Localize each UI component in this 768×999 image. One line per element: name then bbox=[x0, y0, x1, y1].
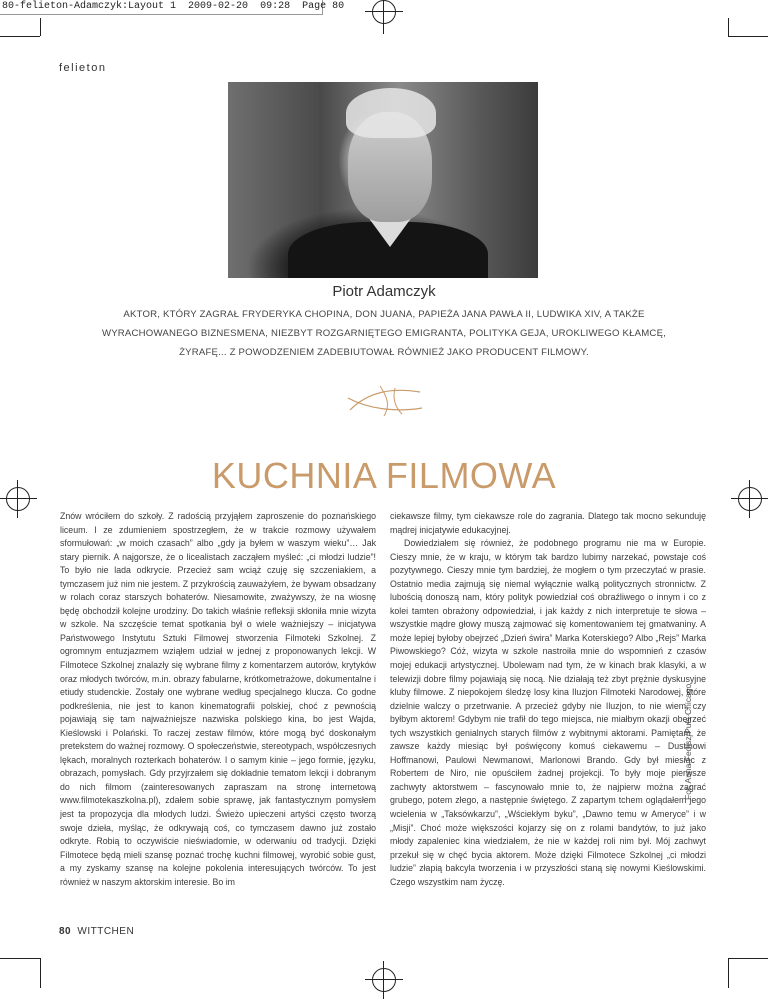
crop-mark-bottom-right-v bbox=[728, 958, 729, 988]
column-left bbox=[60, 510, 376, 930]
article-title: KUCHNIA FILMOWA bbox=[211, 455, 557, 496]
paragraph: ciekawsze filmy, tym ciekawsze role do zagrania. Dlatego tak mocno sekunduję mądrej inicjatywie edukacyjnej. bbox=[390, 511, 706, 535]
slug-file: 80-felieton-Adamczyk:Layout 1 bbox=[2, 1, 177, 12]
crop-mark-top-right-v bbox=[728, 18, 729, 36]
page-number: 80 bbox=[59, 926, 72, 937]
crop-mark-top-left-h bbox=[0, 36, 40, 37]
section-label: felieton bbox=[59, 62, 107, 74]
folio bbox=[59, 926, 134, 937]
crop-mark-bottom-left-v bbox=[40, 958, 41, 988]
crop-mark-top-left-v bbox=[40, 18, 41, 36]
crop-mark-bottom-right-h bbox=[728, 958, 768, 959]
paragraph: Znów wróciłem do szkoły. Z radością przyjąłem zaproszenie do poznańskiego liceum. I ze zdumieniem spostrzegłem, że w trakcie rozmowy używałem sformułowań: „w moich czasach” albo „gdy ja byłem w waszym wieku”… Jak stary piernik. A najgorsze, że o licealistach zacząłem myśleć: „ci młodzi ludzie”! To było nie lada odkrycie. Przecież sam wciąż czuję się szczeniakiem, a tymczasem już nim nie jestem. Z przykrością zauważyłem, że bywam obsadzany w rolach coraz starszych bohaterów. Niesamowite, zważywszy, że na wiosnę będę obchodził kolejne urodziny. Do takich właśnie refleksji skłoniła mnie wizyta w szkole. Na szczęście temat spotkania był o wiele ważniejszy – inicjatywa Państwowego Instytutu Sztuki Filmowej stworzenia Filmoteki Szkolnej. Z ogromnym entuzjazmem wziąłem udział w jednej z proponowanych lekcji. W Filmotece Szkolnej znalazły się wybrane filmy z komentarzem autorów, krytyków oraz młodych twórców, m.in. obrazy fabularne, krótkometrażowe, dokumentalne i etiudy studenckie. Zostały one wybrane według specjalnego klucza. Co godne podkreślenia, nie jest to kanon kinematografii polskiej, choć z pewnością pojawiają się tam najważniejsze nazwiska polskiego kina, bo jest Wajda, Kieślowski i Polański. To raczej zestaw filmów, które mogą być doskonałym pretekstem do ważnej rozmowy. O społeczeństwie, stereotypach, współczesnych lękach, moralnych rozterkach bohaterów. I o samym kinie – jego formie, języku, obrazach, pomysłach. Gdy przyjrzałem się dokładnie tematom lekcji i dobranym do nich filmom (zainteresowanych zapraszam na stronę internetową www.filmotekaszkolna.pl), zdałem sobie sprawę, jak fantastycznym pomysłem jest ta propozycja dla młodych ludzi. Świeżo upieczeni artyści często tworzą swoje dzieła, myśląc, że odkrywają coś, co tymczasem dawno już zostało odkryte. Robią to oczywiście nieświadomie, w oderwaniu od tradycji. Dzięki Filmotece będą mieli szansę poznać trochę kuchni filmowej, wyrobić sobie gust, a my zyskamy szansę na kolejne pokolenia interesujących twórców. To jest również w naszym aktorskim interesie. Bo im bbox=[60, 511, 376, 887]
paragraph: Dowiedziałem się również, że podobnego programu nie ma w Europie. Cieszy mnie, że w kraju, w którym tak bardzo lubimy narzekać, powstaje coś pozytywnego. Cieszy mnie tym bardziej, że mogłem o tym przeczytać w prasie. Ostatnio media zajmują się niemal wyłącznie walką politycznych stronnictw. Z lubością donoszą nam, który polityk powiedział coś obraźliwego o innym i co z kolei tamten obrażony odpowiedział, i jak każdy z nich interpretuje te słowa – wszystkie mądre głowy muszą zajmować się komentowaniem tej gmatwaniny. A może lepiej byłoby obejrzeć „Dzień świra” Marka Koterskiego? Albo „Rejs” Marka Piwowskiego? Cóż, wizyta w szkole nastroiła mnie do wspomnień z czasów mojej edukacji artystycznej. Ubolewam nad tym, że w kinach brak klasyki, a w telewizji dobre filmy pojawiają się nocą. Nie działają też zbyt prężnie dyskusyjne kluby filmowe. Z niepokojem śledzę losy kina Iluzjon Filmoteki Narodowej, które dzielnie walczy o przetrwanie. A przecież gdyby nie Iluzjon, to nie wiem, czy byłbym aktorem! Gdybym nie trafił do tego miejsca, nie miałbym okazji obejrzeć tych wszystkich genialnych starych filmów z wybitnymi aktorami. Pamiętam, że zawsze każdy miesiąc był poświęcony komuś ciekawemu – Dustinowi Hoffmanowi, Paulowi Newmanowi, Marlonowi Brando. Gdy był miesiąc z Robertem de Niro, nie opuściłem żadnej projekcji. To były moje pierwsze zachwyty aktorstwem – fascynowało mnie to, że najpierw można zagrać grubego, potem złego, a następnie świętego. Z zapartym tchem oglądałem jego wcielenia w „Taksówkarzu”, „Wściekłym byku”, „Dawno temu w Ameryce” i w „Misji”. Choć może większości kojarzy się on z rolami bandytów, to już jako młody zapaleniec kina wiedziałem, że nie w każdej roli nim był. Mój zachwyt przekuł się w chęć bycia aktorem. Może dzięki Filmotece Szkolnej „ci młodzi ludzie” złapią bakcyla tworzenia i w przyszłości staną się nowymi Kieślowskimi. Czego wszystkim nam życzę. bbox=[390, 538, 706, 887]
slug-page: Page 80 bbox=[302, 1, 345, 12]
registration-mark-bottom bbox=[372, 968, 396, 992]
slug-date: 2009-02-20 bbox=[188, 1, 249, 12]
crop-mark-bottom-left-h bbox=[0, 958, 40, 959]
ornament-icon bbox=[340, 380, 430, 420]
author-name: Piotr Adamczyk bbox=[332, 283, 436, 300]
magazine-name: WITTCHEN bbox=[77, 926, 135, 937]
registration-mark-top bbox=[372, 0, 396, 24]
printer-slug bbox=[0, 0, 345, 15]
slug-time: 09:28 bbox=[260, 1, 291, 12]
crop-mark-top-right-h bbox=[728, 36, 768, 37]
author-photo bbox=[228, 82, 538, 278]
photo-credit: Fot. Anna Fedisz/Puls Chicago bbox=[683, 683, 693, 800]
lead-paragraph: AKTOR, KTÓRY ZAGRAŁ FRYDERYKA CHOPINA, DON JUANA, PAPIEŻA JANA PAWŁA II, LUDWIKA XIV, A TAKŻE WYRACHOWANEGO BIZNESMENA, NIEZBYT ROZGARNIĘTEGO EMIGRANTA, POLITYKA GEJA, UROKLIWEGO KŁAMCĘ, ŻYRAFĘ... Z POWODZENIEM ZADEBIUTOWAŁ RÓWNIEŻ JAKO PRODUCENT FILMOWY. bbox=[101, 309, 667, 358]
column-right bbox=[390, 510, 706, 930]
